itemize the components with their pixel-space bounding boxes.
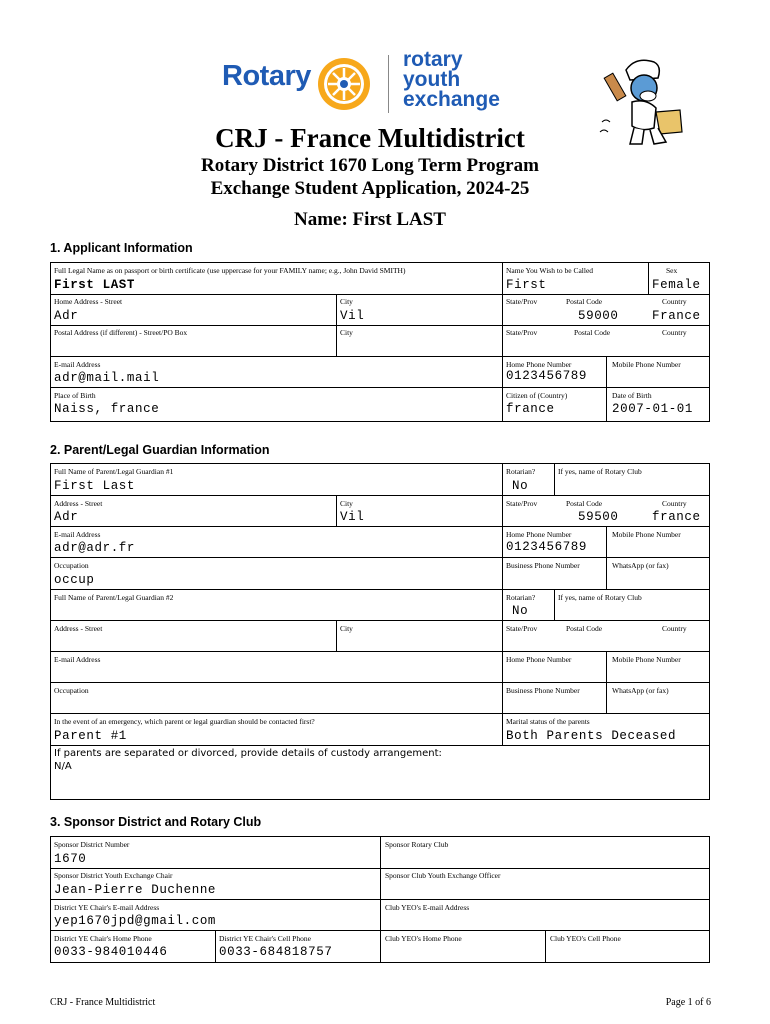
col-divider: [606, 526, 607, 589]
col-divider: [502, 262, 503, 422]
postal-code-field[interactable]: 59000: [578, 309, 619, 323]
state-label: State/Prov: [506, 297, 538, 306]
col-divider: [648, 262, 649, 294]
row-divider: [50, 557, 710, 558]
parent1-street-field[interactable]: Adr: [54, 510, 79, 524]
district-chair-label: Sponsor District Youth Exchange Chair: [54, 871, 173, 880]
city-label: City: [340, 297, 353, 306]
chair-email-label: District YE Chair's E-mail Address: [54, 903, 160, 912]
rye-line-2: youth: [403, 68, 461, 91]
parent1-home-phone-label: Home Phone Number: [506, 530, 572, 539]
parent1-whatsapp-label: WhatsApp (or fax): [612, 561, 669, 570]
col-divider: [606, 356, 607, 422]
parent2-home-phone-label: Home Phone Number: [506, 655, 572, 664]
emergency-contact-label: In the event of an emergency, which parent or legal guardian should be contacted first?: [54, 717, 315, 726]
club-officer-label: Sponsor Club Youth Exchange Officer: [385, 871, 501, 880]
section-1-heading: 1. Applicant Information: [50, 241, 193, 255]
chair-email-field[interactable]: yep1670jpd@gmail.com: [54, 914, 217, 928]
postal-postal-code-label: Postal Code: [574, 328, 611, 337]
parent1-city-field[interactable]: Vil: [340, 510, 365, 524]
chair-cell-phone-field[interactable]: 0033-684818757: [219, 945, 333, 959]
birth-place-label: Place of Birth: [54, 391, 96, 400]
parent1-occupation-field[interactable]: occup: [54, 573, 95, 587]
rotary-wordmark: Rotary: [222, 60, 311, 92]
parent1-rotarian-field[interactable]: No: [512, 479, 529, 493]
district-chair-field[interactable]: Jean-Pierre Duchenne: [54, 883, 217, 897]
city-field[interactable]: Vil: [340, 309, 365, 323]
parent1-name-label: Full Name of Parent/Legal Guardian #1: [54, 467, 174, 476]
preferred-name-label: Name You Wish to be Called: [506, 266, 594, 275]
custody-field[interactable]: N/A: [54, 761, 72, 772]
sponsor-club-label: Sponsor Rotary Club: [385, 840, 449, 849]
row-divider: [50, 745, 710, 746]
rye-wordmark: [403, 50, 500, 110]
parent2-email-label: E-mail Address: [54, 655, 101, 664]
row-divider: [50, 713, 710, 714]
mobile-phone-label: Mobile Phone Number: [612, 360, 681, 369]
parent1-email-field[interactable]: adr@adr.fr: [54, 541, 136, 555]
row-divider: [50, 356, 710, 357]
col-divider: [336, 294, 337, 356]
parent2-street-label: Address - Street: [54, 624, 103, 633]
birth-date-label: Date of Birth: [612, 391, 652, 400]
row-divider: [50, 620, 710, 621]
yeo-cell-phone-label: Club YEO's Cell Phone: [550, 934, 621, 943]
citizenship-label: Citizen of (Country): [506, 391, 568, 400]
parent2-postal-label: Postal Code: [566, 624, 603, 633]
parent1-occupation-label: Occupation: [54, 561, 89, 570]
applicant-name-line: Name: First LAST: [294, 209, 446, 230]
document-title: CRJ - France Multidistrict: [215, 123, 525, 153]
col-divider: [545, 930, 546, 963]
row-divider: [50, 495, 710, 496]
postal-code-label: Postal Code: [566, 297, 603, 306]
parent2-rotarian-label: Rotarian?: [506, 593, 536, 602]
row-divider: [50, 387, 710, 388]
row-divider: [50, 325, 710, 326]
custody-label: If parents are separated or divorced, provide details of custody arrangement:: [54, 748, 442, 759]
full-name-field[interactable]: First LAST: [54, 278, 136, 292]
full-name-label: Full Legal Name as on passport or birth certificate (use uppercase for your FAMILY name; e.g., John David SMITH): [54, 266, 406, 275]
postal-address-label: Postal Address (if different) - Street/PO Box: [54, 328, 188, 337]
applicant-info-box: [50, 262, 710, 422]
parent2-business-phone-label: Business Phone Number: [506, 686, 580, 695]
country-label: Country: [662, 297, 687, 306]
yeo-home-phone-label: Club YEO's Home Phone: [385, 934, 462, 943]
parent2-rotarian-field[interactable]: No: [512, 604, 529, 618]
row-divider: [50, 651, 710, 652]
parent2-whatsapp-label: WhatsApp (or fax): [612, 686, 669, 695]
home-street-label: Home Address - Street: [54, 297, 123, 306]
chair-cell-phone-label: District YE Chair's Cell Phone: [219, 934, 311, 943]
chair-home-phone-field[interactable]: 0033-984010446: [54, 945, 168, 959]
parent1-rotarian-label: Rotarian?: [506, 467, 536, 476]
home-phone-label: Home Phone Number: [506, 360, 572, 369]
email-field[interactable]: adr@mail.mail: [54, 371, 160, 385]
col-divider: [336, 620, 337, 651]
birth-place-field[interactable]: Naiss, france: [54, 402, 160, 416]
parent2-name-label: Full Name of Parent/Legal Guardian #2: [54, 593, 174, 602]
page-number: Page 1 of 6: [665, 997, 711, 1008]
home-phone-field[interactable]: 0123456789: [506, 369, 588, 383]
parent2-city-label: City: [340, 624, 353, 633]
col-divider: [606, 651, 607, 713]
parent2-occupation-label: Occupation: [54, 686, 89, 695]
parent1-mobile-label: Mobile Phone Number: [612, 530, 681, 539]
application-subtitle: Exchange Student Application, 2024-25: [210, 178, 530, 199]
parent2-club-label: If yes, name of Rotary Club: [558, 593, 642, 602]
parent1-country-field[interactable]: france: [652, 510, 701, 524]
parent1-business-phone-label: Business Phone Number: [506, 561, 580, 570]
parent1-country-label: Country: [662, 499, 687, 508]
postal-country-label: Country: [662, 328, 687, 337]
birth-date-field[interactable]: 2007-01-01: [612, 402, 694, 416]
row-divider: [50, 589, 710, 590]
logo-divider: [388, 55, 389, 113]
parent1-club-label: If yes, name of Rotary Club: [558, 467, 642, 476]
emergency-contact-field[interactable]: Parent #1: [54, 729, 127, 743]
rye-line-3: exchange: [403, 88, 500, 111]
parent2-mobile-label: Mobile Phone Number: [612, 655, 681, 664]
preferred-name-field[interactable]: First: [506, 278, 547, 292]
home-street-field[interactable]: Adr: [54, 309, 79, 323]
parent1-name-field[interactable]: First Last: [54, 479, 136, 493]
parent1-city-label: City: [340, 499, 353, 508]
marital-status-field[interactable]: Both Parents Deceased: [506, 729, 677, 743]
parent1-street-label: Address - Street: [54, 499, 103, 508]
footer-title: CRJ - France Multidistrict: [50, 997, 156, 1008]
parent1-postal-label: Postal Code: [566, 499, 603, 508]
parent2-state-label: State/Prov: [506, 624, 538, 633]
parent1-state-label: State/Prov: [506, 499, 538, 508]
yeo-email-label: Club YEO's E-mail Address: [385, 903, 470, 912]
chair-home-phone-label: District YE Chair's Home Phone: [54, 934, 152, 943]
sponsor-district-label: Sponsor District Number: [54, 840, 130, 849]
postal-state-label: State/Prov: [506, 328, 538, 337]
sex-field[interactable]: Female: [652, 278, 701, 292]
email-label: E-mail Address: [54, 360, 101, 369]
col-divider: [215, 930, 216, 963]
citizenship-field[interactable]: france: [506, 402, 555, 416]
row-divider: [50, 526, 710, 527]
postal-city-label: City: [340, 328, 353, 337]
parent1-email-label: E-mail Address: [54, 530, 101, 539]
sponsor-district-field[interactable]: 1670: [54, 852, 87, 866]
parent2-country-label: Country: [662, 624, 687, 633]
section-3-heading: 3. Sponsor District and Rotary Club: [50, 815, 262, 829]
program-subtitle: Rotary District 1670 Long Term Program: [201, 155, 539, 176]
marital-status-label: Marital status of the parents: [506, 717, 590, 726]
rotary-wheel-icon: [316, 56, 372, 112]
parent1-postal-field[interactable]: 59500: [578, 510, 619, 524]
row-divider: [50, 294, 710, 295]
parent1-home-phone-field[interactable]: 0123456789: [506, 540, 588, 554]
rye-line-1: rotary: [403, 48, 463, 71]
section-2-heading: 2. Parent/Legal Guardian Information: [50, 443, 270, 457]
col-divider: [554, 463, 555, 495]
sex-label: Sex: [666, 266, 678, 275]
col-divider: [502, 463, 503, 745]
col-divider: [380, 836, 381, 963]
col-divider: [554, 589, 555, 620]
country-field[interactable]: France: [652, 309, 701, 323]
col-divider: [336, 495, 337, 526]
row-divider: [50, 682, 710, 683]
